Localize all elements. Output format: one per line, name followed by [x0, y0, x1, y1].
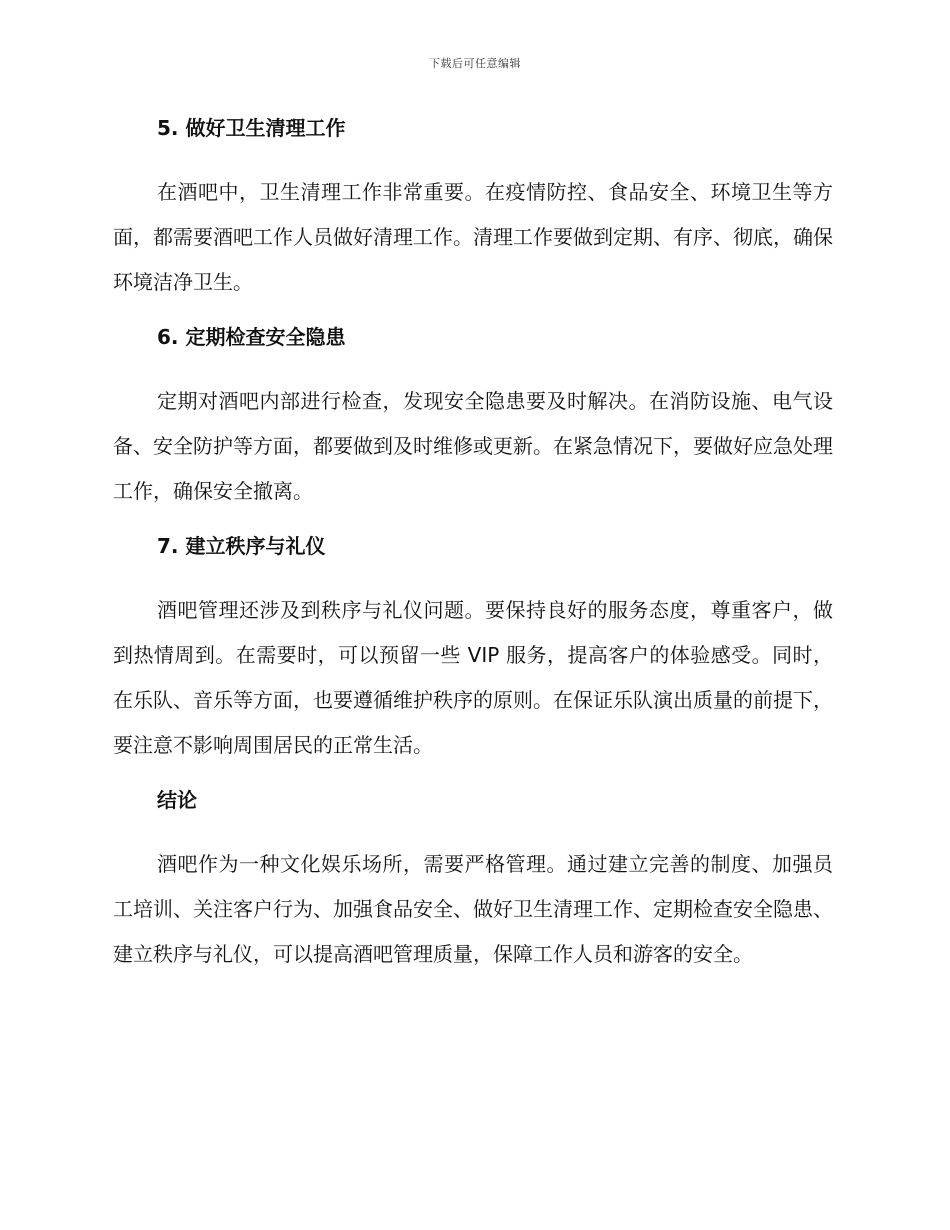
section-paragraph-5: 在酒吧中，卫生清理工作非常重要。在疫情防控、食品安全、环境卫生等方面，都需要酒吧工作人员做好清理工作。清理工作要做到定期、有序、彻底，确保环境洁净卫生。: [113, 180, 833, 294]
section-heading-7: 7. 建立秩序与礼仪: [157, 534, 326, 558]
conclusion-paragraph: 酒吧作为一种文化娱乐场所，需要严格管理。通过建立完善的制度、加强员工培训、关注客户行为、加强食品安全、做好卫生清理工作、定期检查安全隐患、建立秩序与礼仪，可以提高酒吧管理质量，保障工作人员和游客的安全。: [113, 852, 833, 966]
conclusion-heading: 结论: [157, 788, 197, 812]
section-heading-5: 5. 做好卫生清理工作: [157, 116, 346, 140]
page-header: 下载后可任意编辑: [429, 57, 521, 70]
document-body: [113, 108, 833, 989]
section-paragraph-6: 定期对酒吧内部进行检查，发现安全隐患要及时解决。在消防设施、电气设备、安全防护等方面，都要做到及时维修或更新。在紧急情况下，要做好应急处理工作，确保安全撤离。: [113, 389, 833, 503]
section-heading-6: 6. 定期检查安全隐患: [157, 325, 346, 349]
section-paragraph-7: 酒吧管理还涉及到秩序与礼仪问题。要保持良好的服务态度，尊重客户，做到热情周到。在需要时，可以预留一些 VIP 服务，提高客户的体验感受。同时，在乐队、音乐等方面，也要遵循维护秩序的原则。在保证乐队演出质量的前提下，要注意不影响周围居民的正常生活。: [113, 598, 833, 757]
